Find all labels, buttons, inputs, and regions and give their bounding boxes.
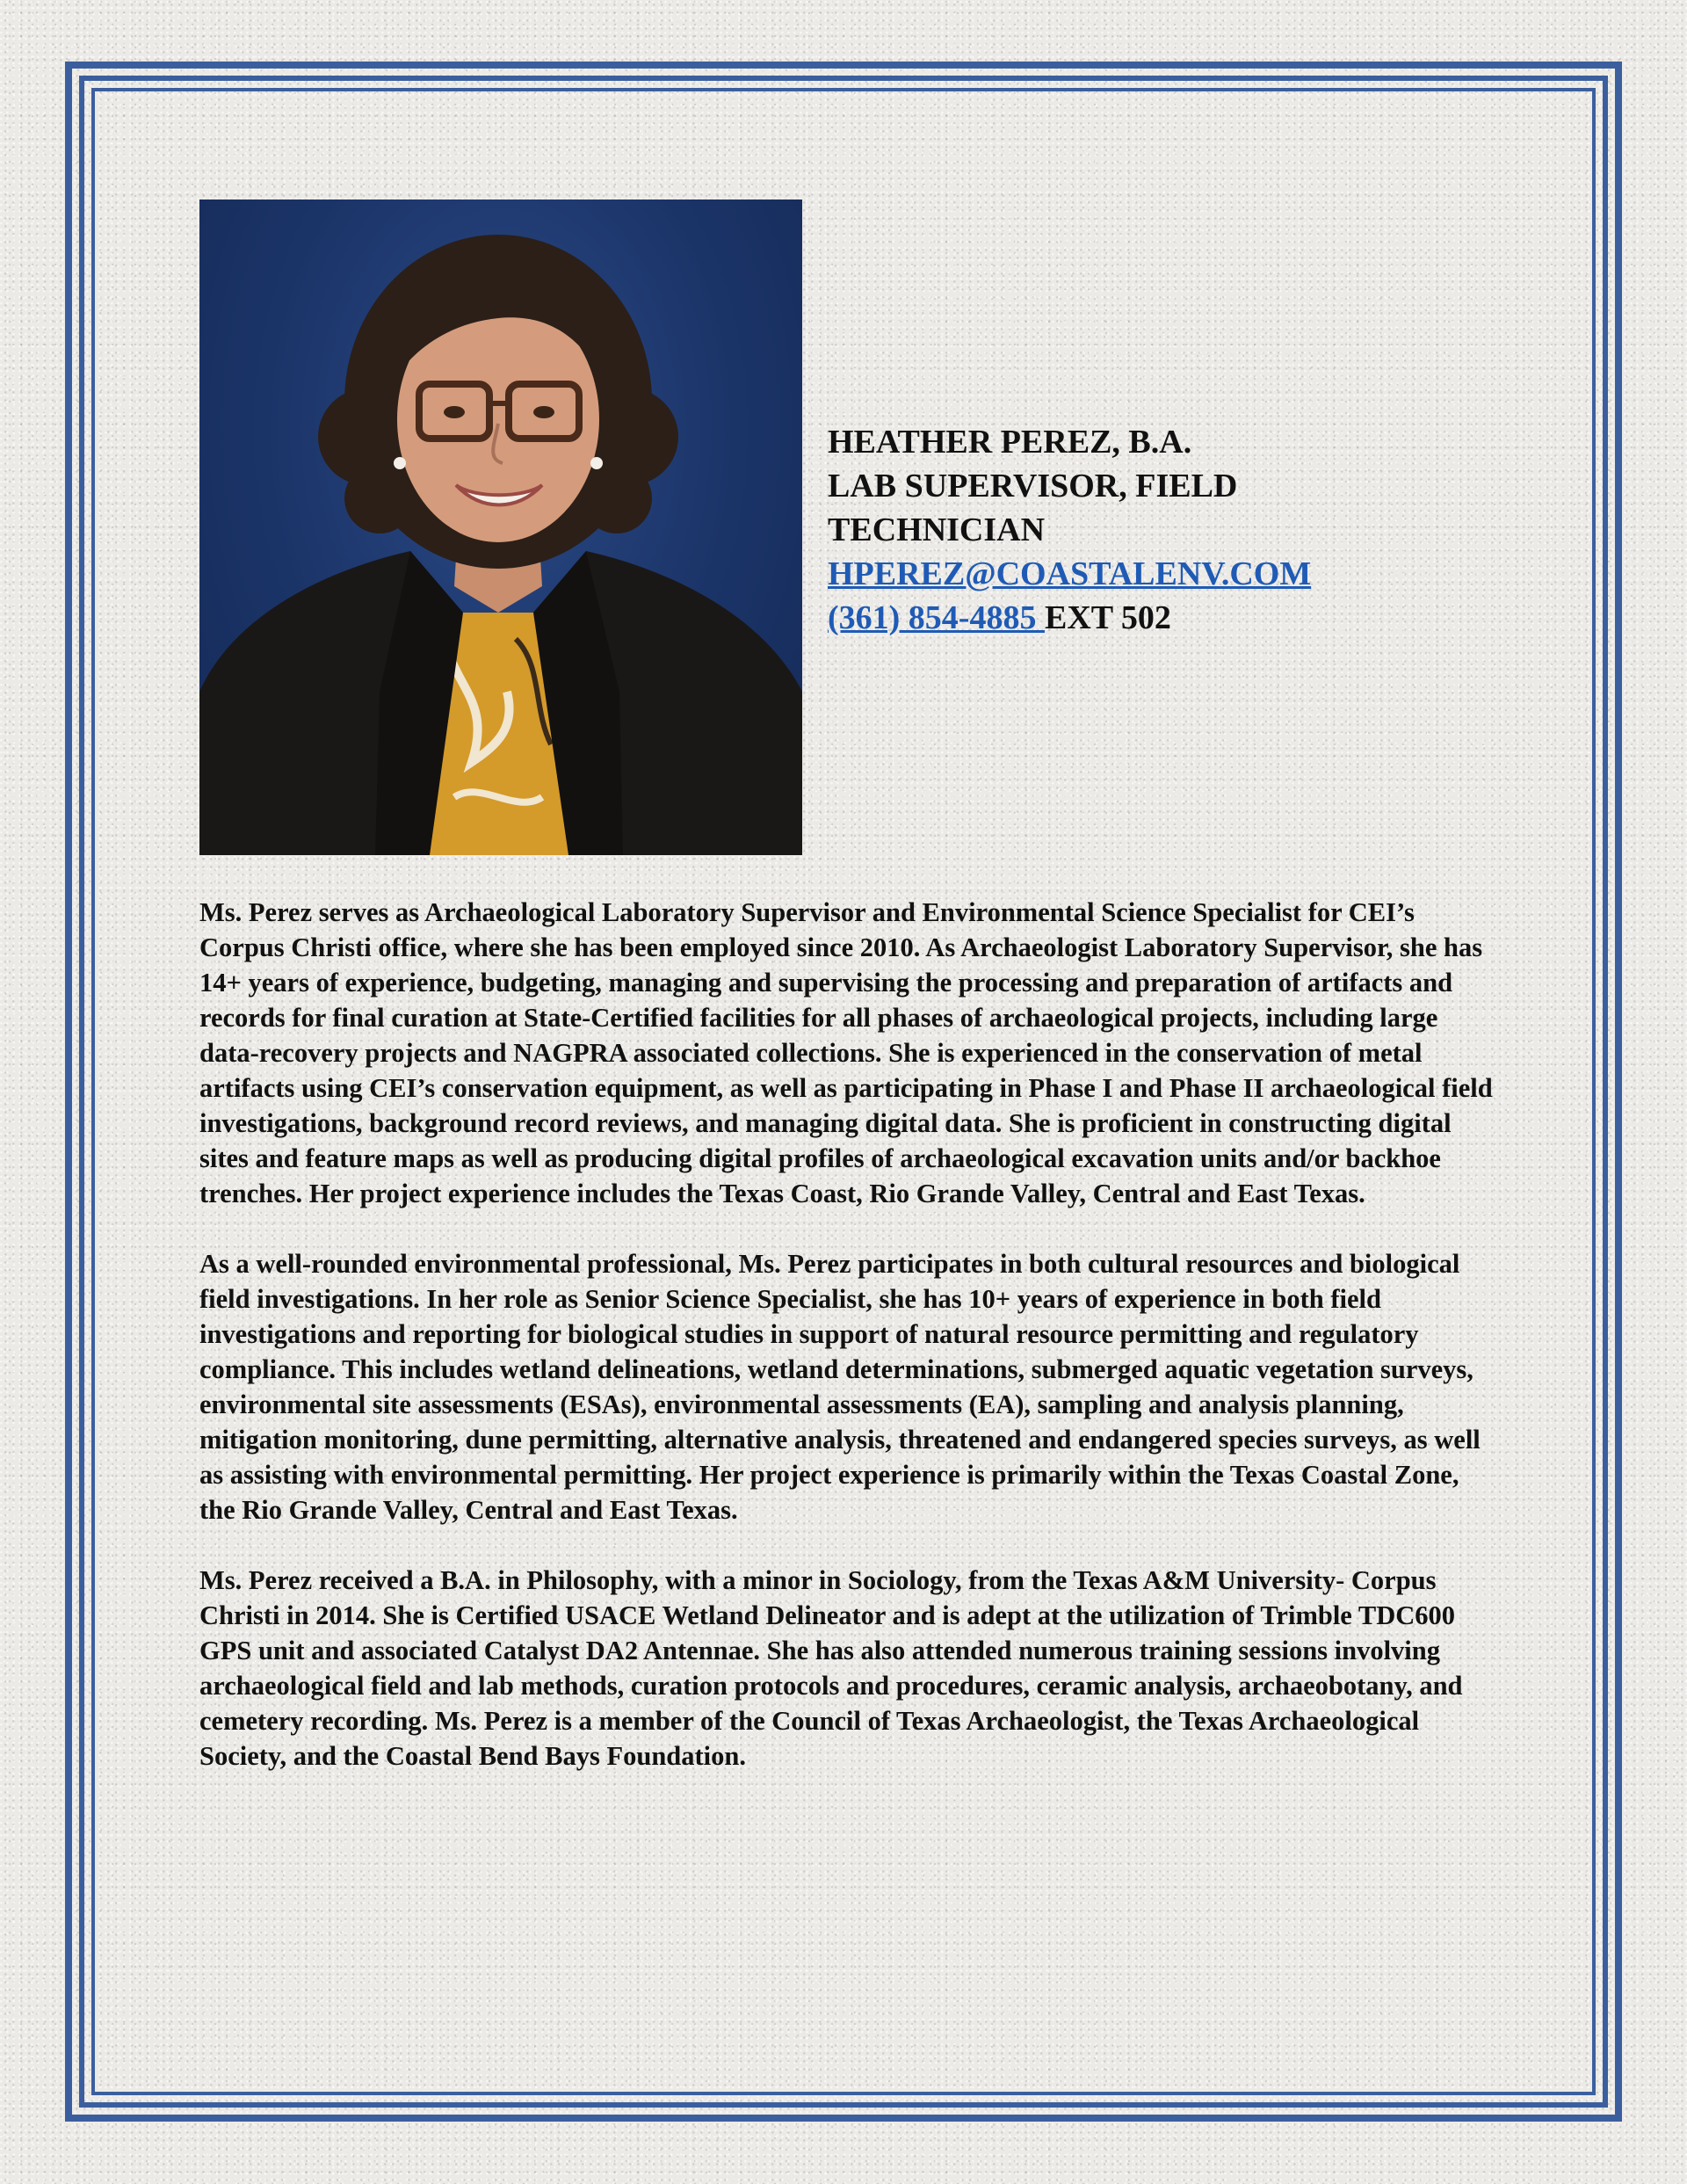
job-title-line-2: TECHNICIAN: [828, 512, 1046, 548]
bio-paragraph-2: As a well-rounded environmental professional, Ms. Perez participates in both cultural resources and biological field investigations. In her role as Senior Science Specialist, she has 10+ years of experience in both field investigations and reporting for biological studies in support of natural resource permitting and regulatory compliance. This includes wetland delineations, wetland determinations, submerged aquatic vegetation surveys, environmental site assessments (ESAs), environmental assessments (EA), sampling and analysis planning, mitigation monitoring, dune permitting, alternative analysis, threatened and endangered species surveys, as well as assisting with environmental permitting. Her project experience is primarily within the Texas Coastal Zone, the Rio Grande Valley, Central and East Texas.: [199, 1249, 1481, 1525]
bio-paragraph-3: Ms. Perez received a B.A. in Philosophy, with a minor in Sociology, from the Texas A&M University- Corpus Christi in 2014. She is Certified USACE Wetland Delineator and is adept at the utilization of Trimble TDC600 GPS unit and associated Catalyst DA2 Antennae. She has also attended numerous training sessions involving archaeological field and lab methods, curation protocols and procedures, ceramic analysis, archaeobotany, and cemetery recording. Ms. Perez is a member of the Council of Texas Archaeologist, the Texas Archaeological Society, and the Coastal Bend Bays Foundation.: [199, 1565, 1463, 1771]
job-title-line-1: LAB SUPERVISOR, FIELD: [828, 468, 1238, 504]
phone-link[interactable]: (361) 854-4885: [828, 599, 1045, 636]
biography: [199, 895, 1500, 1809]
contact-block: [828, 420, 1443, 640]
person-name: HEATHER PEREZ, B.A.: [828, 424, 1192, 461]
email-link[interactable]: HPEREZ@COASTALENV.COM: [828, 555, 1312, 592]
phone-extension: EXT 502: [1044, 599, 1171, 636]
portrait-photo: [199, 200, 802, 855]
bio-paragraph-1: Ms. Perez serves as Archaeological Laboratory Supervisor and Environmental Science Specialist for CEI’s Corpus Christi office, where she has been employed since 2010. As Archaeologist Laboratory Supervisor, she has 14+ years of experience, budgeting, managing and supervising the processing and preparation of artifacts and records for final curation at State-Certified facilities for all phases of archaeological projects, including large data-recovery projects and NAGPRA associated collections. She is experienced in the conservation of metal artifacts using CEI’s conservation equipment, as well as participating in Phase I and Phase II archaeological field investigations, background record reviews, and managing digital data. She is proficient in constructing digital sites and feature maps as well as producing digital profiles of archaeological excavation units and/or backhoe trenches. Her project experience includes the Texas Coast, Rio Grande Valley, Central and East Texas.: [199, 897, 1493, 1208]
